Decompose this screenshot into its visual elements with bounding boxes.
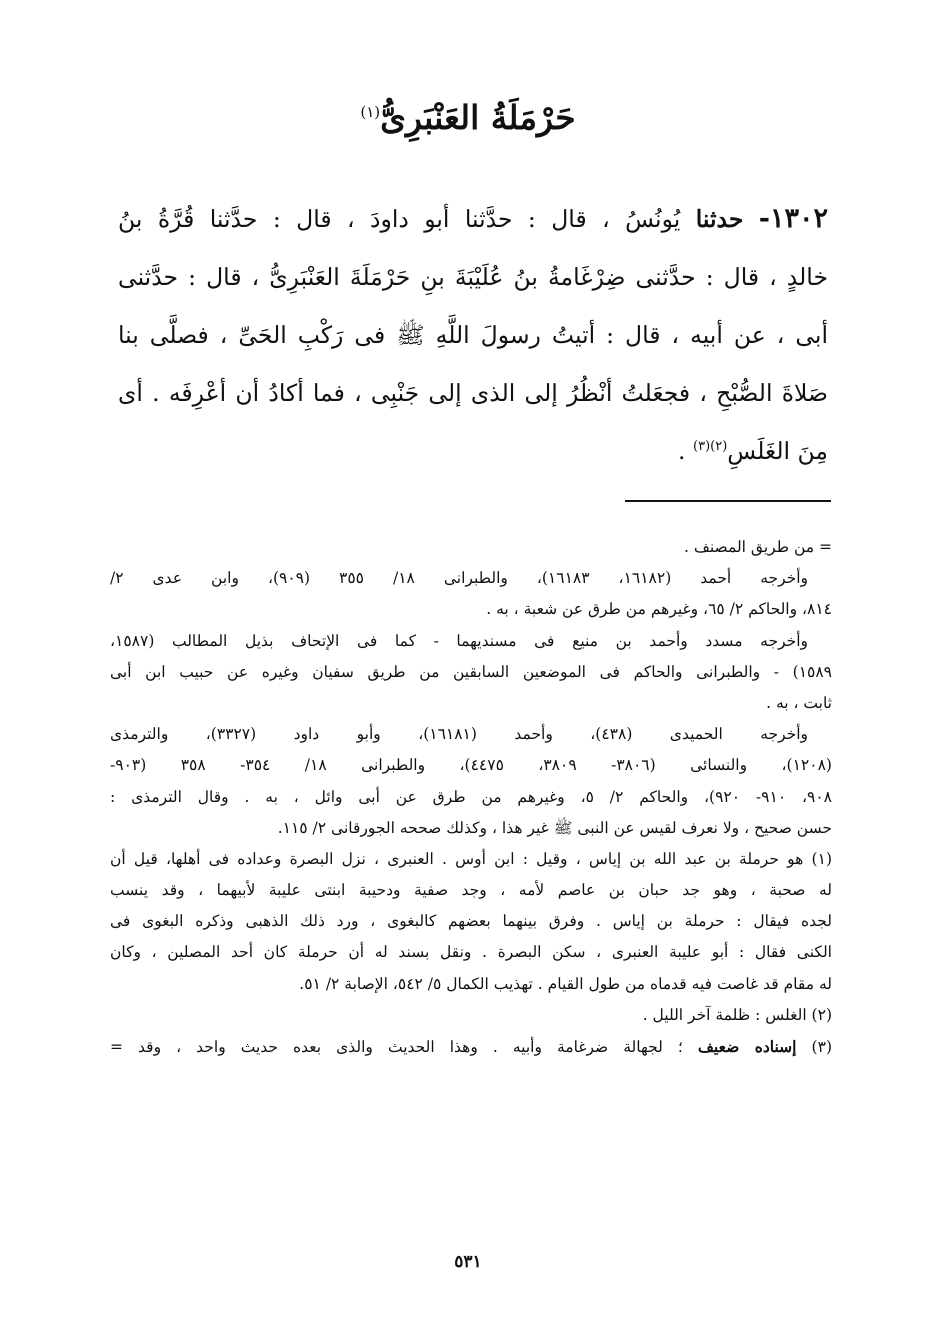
page-number: ٥٣١ — [454, 1252, 482, 1272]
hadith-line-5: مِنَ الغَلَسِ$^{(٢)(٣)}$ . — [678, 437, 828, 465]
hadith-line-4: صَلاةَ الصُّبْحِ ، فجعَلتُ أنْظُرُ إلى الذى إلى جَنْبِى ، فما أكادُ أن أعْرِفَه . أى — [118, 379, 828, 407]
hadith-text — [118, 190, 828, 480]
footnote-line: وأخرجه الحميدى (٤٣٨)، وأحمد (١٦١٨١)، وأبو داود (٣٣٢٧)، والترمذى — [110, 725, 809, 744]
footnote-1-line: له صحبة ، وهو جد حبان بن عاصم لأمه ، وجد صفية ودحيبة ابنتى عليبة لأبيهما ، وقد ينسب — [110, 881, 832, 900]
footnote-line: وأخرجه مسدد وأحمد بن منيع فى مسنديهما - كما فى الإتحاف بذيل المطالب (١٥٨٧، — [110, 631, 808, 650]
footnote-3-line: (٣) إسناده ضعيف ؛ لجهالة ضرغامة وأبيه . وهذا الحديث والذى بعده حديث واحد ، وقد = — [110, 1037, 832, 1056]
hadith-number: ١٣٠٢- — [758, 203, 828, 234]
footnote-1-line: (١) هو حرملة بن عبد الله بن إياس ، وقيل : ابن أوس . العنبرى ، نزل البصرة وعداده فى أهلها، قيل أن — [110, 849, 832, 868]
hadith-footnote-refs[interactable]: (٢)(٣) — [693, 439, 728, 455]
hadith-line-2: خالدٍ ، قال : حدَّثنى ضِرْغَامةُ بنُ عُلَيْبَةَ بنِ حَرْمَلَةَ العَنْبَرِىُّ ، قال : حدَّثنى — [118, 263, 828, 291]
footnote-divider — [625, 500, 831, 502]
footnote-1-line: لجده فيقال : حرملة بن إياس . وفرق بينهما بعضهم كالبغوى ، ورد ذلك الذهبى وذكره البغوى فى — [110, 912, 832, 931]
footnote-line: وأخرجه أحمد (١٦١٨٢، ١٦١٨٣)، والطبرانى ١٨/ ٣٥٥ (٩٠٩)، وابن عدى ٢/ — [110, 569, 809, 588]
chapter-title-text: حَرْمَلَةُ العَنْبَرِىُّ — [380, 98, 576, 137]
footnote-2-line: (٢) الغلس : ظلمة آخر الليل . — [642, 1005, 832, 1024]
footnote-line: ٩٠٨، ٩١٠- ٩٢٠)، والحاكم ٢/ ٥، وغيرهم من طرق عن أبى وائل ، به . وقال الترمذى : — [110, 787, 832, 806]
hadith-first-word: حدثنا — [695, 205, 744, 233]
hadith-line-1: ١٣٠٢- حدثنا يُونُسُ ، قال : حدَّثنا أبو داودَ ، قال : حدَّثنا قُرَّةُ بنُ — [118, 203, 828, 234]
title-footnote-ref[interactable]: (١) — [360, 103, 381, 121]
footnote-line: ثابت ، به . — [766, 693, 832, 712]
footnotes — [110, 532, 832, 1062]
hadith-line-3: أبى ، عن أبيه ، قال : أتيتُ رسولَ اللَّهِ ﷺ فى رَكْبِ الحَىِّ ، فصلَّى بنا — [118, 321, 828, 349]
footnote-line: حسن صحيح ، ولا نعرف لقيس عن النبى ﷺ غير هذا ، وكذلك صححه الجورقانى ٢/ ١١٥. — [277, 818, 832, 837]
footnote-3-grading: إسناده ضعيف — [697, 1037, 797, 1056]
footnote-line: = من طريق المصنف . — [683, 538, 832, 556]
chapter-title — [0, 82, 936, 148]
footnote-line: ١٥٨٩) - والطبرانى والحاكم فى الموضعين السابقين من طريق سفيان وغيره عن حبيب ابن أبى — [110, 662, 832, 681]
footnote-1-line: له مقام قد غاصت فيه قدماه من طول القيام . تهذيب الكمال ٥/ ٥٤٢، الإصابة ٢/ ٥١. — [299, 974, 832, 993]
footnote-line: ٨١٤، والحاكم ٢/ ٦٥، وغيرهم من طرق عن شعبة ، به . — [486, 600, 832, 619]
footnote-line: (١٢٠٨)، والنسائى (٣٨٠٦- ٣٨٠٩، ٤٤٧٥)، والطبرانى ١٨/ ٣٥٤- ٣٥٨ (٩٠٣- — [110, 756, 832, 775]
footnote-1-line: الكنى فقال : أبو عليبة العنبرى ، سكن البصرة . ونقل بسند له أن حرملة كان أحد المصلين ، وكان — [110, 943, 832, 962]
